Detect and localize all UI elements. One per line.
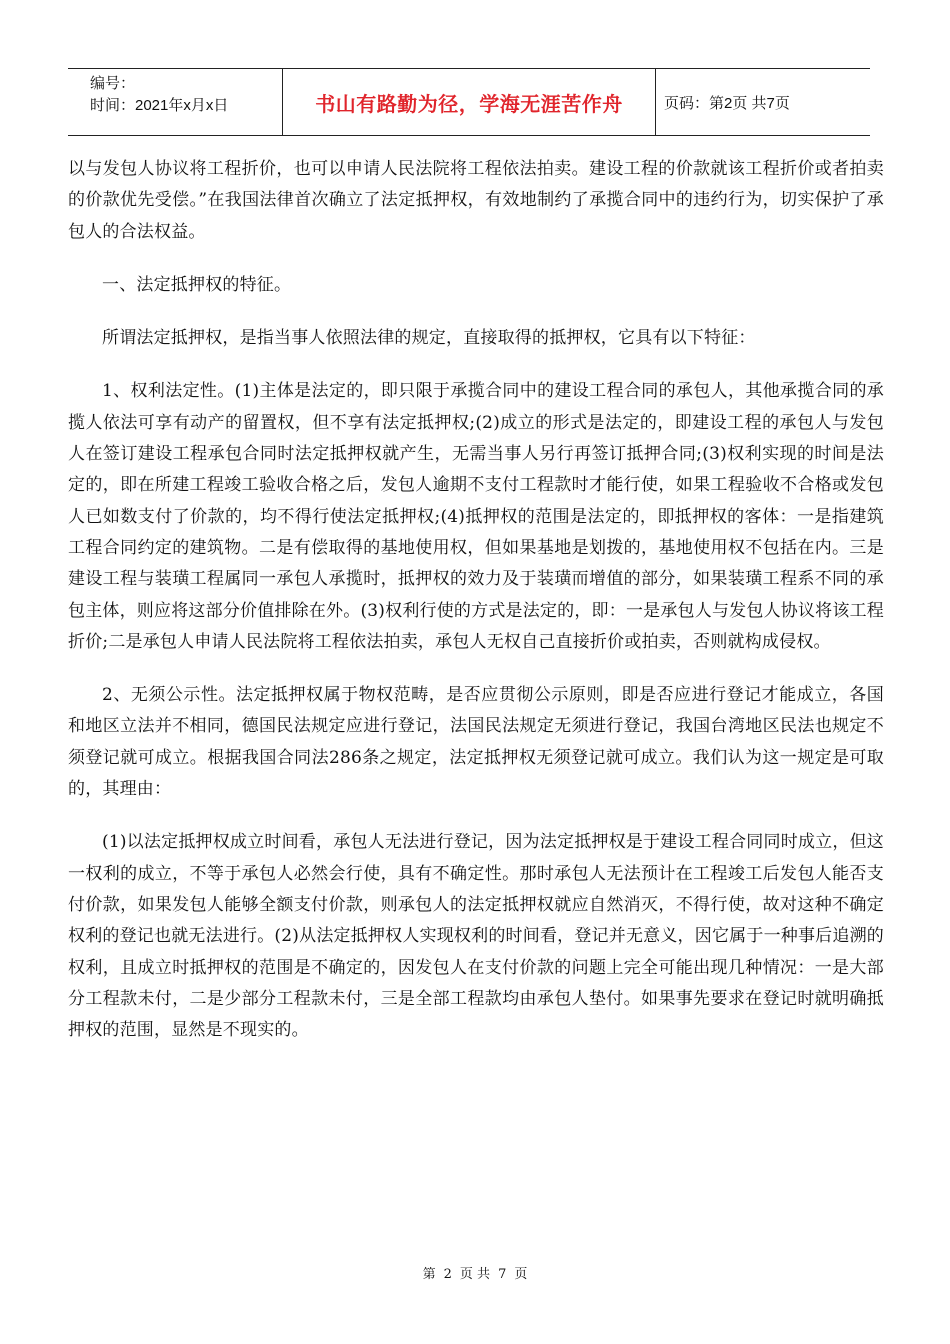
- paragraph-continued: 以与发包人协议将工程折价，也可以申请人民法院将工程依法拍卖。建设工程的价款就该工程折价或者拍卖的价款优先受偿。”在我国法律首次确立了法定抵押权，有效地制约了承揽合同中的违约行为，切实保护了承包人的合法权益。: [68, 159, 884, 242]
- paragraph-legal-nature: 1、权利法定性。(1)主体是法定的，即只限于承揽合同中的建设工程合同的承包人，其他承揽合同的承揽人依法可享有动产的留置权，但不享有法定抵押权;(2)成立的形式是法定的，即建设工程的承包人与发包人在签订建设工程承包合同时法定抵押权就产生，无需当事人另行再签订抵押合同;(3)权利实现的时间是法定的，即在所建工程竣工验收合格之后，发包人逾期不支付工程款时才能行使，如果工程验收不合格或发包人已如数支付了价款的，均不得行使法定抵押权;(4)抵押权的范围是法定的，即抵押权的客体：一是指建筑工程合同约定的建筑物。二是有偿取得的基地使用权，但如果基地是划拨的，基地使用权不包括在内。三是建设工程与装璜工程属同一承包人承揽时，抵押权的效力及于装璜而增值的部分，如果装璜工程系不同的承包主体，则应将这部分价值排除在外。(3)权利行使的方式是法定的，即：一是承包人与发包人协议将该工程折价;二是承包人申请人民法院将工程依法拍卖，承包人无权自己直接折价或拍卖，否则就构成侵权。: [68, 381, 884, 652]
- footer-total-pages: 7: [498, 1267, 507, 1282]
- header-motto: 书山有路勤为径，学海无涯苦作舟: [282, 69, 656, 135]
- section-heading: 一、法定抵押权的特征。: [102, 274, 292, 295]
- page-footer: [0, 1263, 950, 1282]
- paragraph-definition: 所谓法定抵押权，是指当事人依照法律的规定，直接取得的抵押权，它具有以下特征：: [102, 328, 756, 349]
- paragraph-reasons: (1)以法定抵押权成立时间看，承包人无法进行登记，因为法定抵押权是于建设工程合同同时成立，但这一权利的成立，不等于承包人必然会行使，具有不确定性。那时承包人无法预计在工程竣工后发包人能否支付价款，如果发包人能够全额支付价款，则承包人的法定抵押权就应自然消灭，不得行使，故对这种不确定权利的登记也就无法进行。(2)从法定抵押权人实现权利的时间看，登记并无意义，因它属于一种事后追溯的权利，且成立时抵押权的范围是不确定的，因发包人在支付价款的问题上完全可能出现几种情况：一是大部分工程款未付，二是少部分工程款未付，三是全部工程款均由承包人垫付。如果事先要求在登记时就明确抵押权的范围，显然是不现实的。: [68, 832, 884, 1041]
- header-meta: [68, 69, 282, 135]
- footer-suffix: 页: [514, 1267, 528, 1282]
- header-page-code: 页码：第2页 共7页: [664, 94, 790, 112]
- paragraph-no-publicity: 2、无须公示性。法定抵押权属于物权范畴，是否应贯彻公示原则，即是否应进行登记才能成立，各国和地区立法并不相同，德国民法规定应进行登记，法国民法规定无须进行登记，我国台湾地区民法也规定不须登记就可成立。根据我国合同法286条之规定，法定抵押权无须登记就可成立。我们认为这一规定是可取的，其理由：: [68, 685, 884, 800]
- document-body: [68, 154, 884, 1046]
- footer-mid: 页 共: [459, 1267, 491, 1282]
- document-number-label: 编号：: [90, 75, 136, 92]
- page-header: [68, 68, 870, 136]
- footer-page-number: 2: [443, 1267, 452, 1282]
- document-time-label: 时间：2021年x月x日: [90, 97, 229, 114]
- footer-prefix: 第: [422, 1267, 436, 1282]
